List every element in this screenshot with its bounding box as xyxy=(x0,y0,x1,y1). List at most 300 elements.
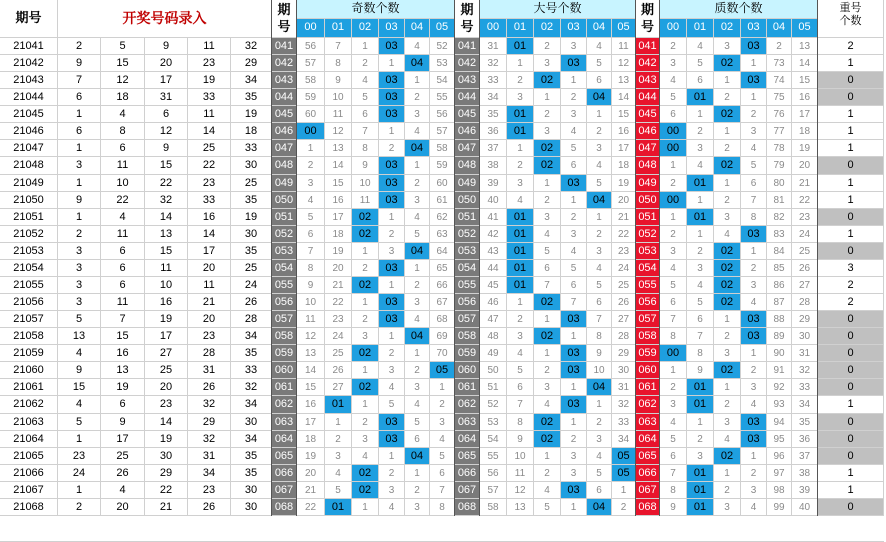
drawn-number-cell[interactable]: 27 xyxy=(145,345,188,362)
issue-cell[interactable]: 21068 xyxy=(0,499,58,516)
big-count-miss-cell: 8 xyxy=(587,328,612,345)
drawn-number-cell[interactable]: 30 xyxy=(231,482,272,499)
repeat-count-cell: 0 xyxy=(818,379,884,396)
drawn-number-cell[interactable]: 14 xyxy=(188,226,231,243)
issue-cell[interactable]: 21048 xyxy=(0,157,58,175)
drawn-number-cell[interactable]: 9 xyxy=(58,55,101,72)
drawn-number-cell[interactable]: 20 xyxy=(101,499,145,516)
drawn-number-cell[interactable]: 21 xyxy=(145,499,188,516)
odd-count-miss-cell: 13 xyxy=(325,140,352,157)
issue-cell[interactable]: 21044 xyxy=(0,89,58,106)
drawn-number-cell[interactable]: 25 xyxy=(231,175,272,192)
big-count-miss-cell: 11 xyxy=(612,38,636,55)
drawn-number-cell[interactable]: 13 xyxy=(145,226,188,243)
odd-count-miss-cell: 1 xyxy=(352,38,379,55)
period-cell-prime: 063 xyxy=(636,414,660,431)
drawn-number-cell[interactable]: 29 xyxy=(231,55,272,72)
big-count-miss-cell: 36 xyxy=(480,123,507,140)
big-count-miss-cell: 22 xyxy=(612,226,636,243)
issue-cell[interactable]: 21059 xyxy=(0,345,58,362)
prime-count-miss-cell: 83 xyxy=(767,226,792,243)
odd-count-miss-cell: 3 xyxy=(430,414,455,431)
repeat-count-cell: 0 xyxy=(818,414,884,431)
prime-count-miss-cell: 1 xyxy=(741,243,767,260)
drawn-number-cell[interactable]: 23 xyxy=(188,482,231,499)
period-header-big-text: 期号 xyxy=(460,2,474,34)
period-cell-big: 060 xyxy=(455,362,480,379)
drawn-number-cell[interactable]: 19 xyxy=(101,379,145,396)
drawn-number-cell[interactable]: 19 xyxy=(145,431,188,448)
big-count-hit-cell: 03 xyxy=(561,482,587,499)
odd-count-miss-cell: 3 xyxy=(379,482,405,499)
period-cell-big: 048 xyxy=(455,157,480,175)
group-divider xyxy=(479,0,480,516)
prime-count-miss-cell: 1 xyxy=(741,55,767,72)
big-count-miss-cell: 4 xyxy=(587,260,612,277)
big-count-header-count-4: 04 xyxy=(587,19,612,38)
prime-count-miss-cell: 3 xyxy=(687,448,714,465)
drawn-number-cell[interactable]: 20 xyxy=(145,55,188,72)
prime-count-miss-cell: 14 xyxy=(792,55,818,72)
issue-cell[interactable]: 21064 xyxy=(0,431,58,448)
drawn-number-cell[interactable]: 10 xyxy=(145,277,188,294)
odd-count-hit-cell: 00 xyxy=(297,123,325,140)
period-cell-big: 054 xyxy=(455,260,480,277)
prime-count-miss-cell: 2 xyxy=(687,243,714,260)
drawn-number-cell[interactable]: 3 xyxy=(58,157,101,175)
drawn-number-cell[interactable]: 26 xyxy=(101,465,145,482)
big-count-miss-cell: 8 xyxy=(507,414,534,431)
drawn-number-cell[interactable]: 19 xyxy=(231,209,272,226)
big-count-miss-cell: 6 xyxy=(534,260,561,277)
drawn-number-cell[interactable]: 7 xyxy=(101,311,145,328)
odd-count-miss-cell: 21 xyxy=(325,277,352,294)
big-count-miss-cell: 30 xyxy=(612,362,636,379)
big-count-miss-cell: 10 xyxy=(507,448,534,465)
drawn-number-cell[interactable]: 23 xyxy=(58,448,101,465)
drawn-number-cell[interactable]: 15 xyxy=(58,379,101,396)
drawn-number-cell[interactable]: 34 xyxy=(231,72,272,89)
prime-count-hit-cell: 03 xyxy=(741,226,767,243)
drawn-number-cell[interactable]: 16 xyxy=(145,294,188,311)
drawn-number-cell[interactable]: 31 xyxy=(188,448,231,465)
drawn-number-cell[interactable]: 14 xyxy=(188,123,231,140)
issue-cell[interactable]: 21058 xyxy=(0,328,58,345)
big-count-miss-cell: 31 xyxy=(612,379,636,396)
drawn-number-cell[interactable]: 34 xyxy=(231,328,272,345)
prime-count-miss-cell: 22 xyxy=(792,192,818,209)
drawn-number-cell[interactable]: 15 xyxy=(101,55,145,72)
issue-cell[interactable]: 21063 xyxy=(0,414,58,431)
drawn-number-cell[interactable]: 3 xyxy=(58,260,101,277)
group-divider xyxy=(296,0,297,516)
prime-count-header-count-1: 01 xyxy=(687,19,714,38)
prime-count-hit-cell: 02 xyxy=(714,106,741,123)
drawn-number-cell[interactable]: 11 xyxy=(188,106,231,123)
drawn-number-cell[interactable]: 32 xyxy=(231,379,272,396)
drawn-number-cell[interactable]: 31 xyxy=(145,89,188,106)
drawn-number-cell[interactable]: 26 xyxy=(188,499,231,516)
drawn-number-cell[interactable]: 30 xyxy=(231,226,272,243)
issue-cell[interactable]: 21051 xyxy=(0,209,58,226)
drawn-number-cell[interactable]: 6 xyxy=(145,106,188,123)
prime-count-miss-cell: 99 xyxy=(767,499,792,516)
odd-count-miss-cell: 26 xyxy=(325,362,352,379)
drawn-number-cell[interactable]: 24 xyxy=(58,465,101,482)
drawn-number-cell[interactable]: 10 xyxy=(101,175,145,192)
drawn-number-cell[interactable]: 1 xyxy=(58,140,101,157)
drawn-number-cell[interactable]: 30 xyxy=(231,499,272,516)
drawn-number-cell[interactable]: 15 xyxy=(145,157,188,175)
drawn-number-cell[interactable]: 34 xyxy=(231,431,272,448)
issue-cell[interactable]: 21057 xyxy=(0,311,58,328)
drawn-number-cell[interactable]: 6 xyxy=(101,396,145,414)
issue-cell[interactable]: 21054 xyxy=(0,260,58,277)
drawn-number-cell[interactable]: 15 xyxy=(145,243,188,260)
drawn-number-cell[interactable]: 17 xyxy=(145,72,188,89)
drawn-number-cell[interactable]: 35 xyxy=(231,448,272,465)
issue-cell[interactable]: 21053 xyxy=(0,243,58,260)
drawn-number-cell[interactable]: 25 xyxy=(101,448,145,465)
odd-count-miss-cell: 2 xyxy=(405,175,430,192)
drawn-number-cell[interactable]: 23 xyxy=(188,55,231,72)
drawn-number-cell[interactable]: 33 xyxy=(188,89,231,106)
drawn-number-cell[interactable]: 33 xyxy=(231,140,272,157)
drawn-number-cell[interactable]: 20 xyxy=(188,260,231,277)
empty-bottom-row xyxy=(0,516,884,542)
prime-count-miss-cell: 2 xyxy=(714,328,741,345)
drawn-number-cell[interactable]: 13 xyxy=(101,362,145,379)
issue-cell[interactable]: 21061 xyxy=(0,379,58,396)
drawn-number-cell[interactable]: 20 xyxy=(188,311,231,328)
prime-count-header-count-4: 04 xyxy=(767,19,792,38)
drawn-number-cell[interactable]: 1 xyxy=(58,431,101,448)
odd-count-hit-cell: 03 xyxy=(379,192,405,209)
odd-count-miss-cell: 56 xyxy=(297,38,325,55)
big-count-miss-cell: 41 xyxy=(480,209,507,226)
drawn-number-cell[interactable]: 11 xyxy=(101,157,145,175)
drawn-number-cell[interactable]: 3 xyxy=(58,277,101,294)
odd-count-miss-cell: 2 xyxy=(297,157,325,175)
drawn-number-cell[interactable]: 14 xyxy=(145,414,188,431)
prime-count-miss-cell: 5 xyxy=(660,431,687,448)
big-count-hit-cell: 01 xyxy=(507,277,534,294)
issue-cell[interactable]: 21043 xyxy=(0,72,58,89)
drawn-number-cell[interactable]: 17 xyxy=(145,328,188,345)
odd-count-miss-cell: 6 xyxy=(430,465,455,482)
odd-count-miss-cell: 9 xyxy=(352,157,379,175)
odd-count-miss-cell: 1 xyxy=(379,448,405,465)
drawn-number-cell[interactable]: 9 xyxy=(145,140,188,157)
issue-cell[interactable]: 21066 xyxy=(0,465,58,482)
big-count-miss-cell: 33 xyxy=(612,414,636,431)
prime-count-hit-cell: 01 xyxy=(687,175,714,192)
drawn-number-cell[interactable]: 17 xyxy=(101,431,145,448)
drawn-number-cell[interactable]: 18 xyxy=(231,123,272,140)
odd-count-hit-cell: 03 xyxy=(379,260,405,277)
drawn-number-cell[interactable]: 9 xyxy=(145,38,188,55)
big-count-miss-cell: 1 xyxy=(587,396,612,414)
drawn-number-cell[interactable]: 18 xyxy=(101,89,145,106)
issue-cell[interactable]: 21047 xyxy=(0,140,58,157)
drawn-number-cell[interactable]: 1 xyxy=(58,209,101,226)
big-count-hit-cell: 01 xyxy=(507,226,534,243)
drawn-number-cell[interactable]: 9 xyxy=(58,192,101,209)
drawn-number-cell[interactable]: 16 xyxy=(101,345,145,362)
drawn-number-cell[interactable]: 9 xyxy=(101,414,145,431)
drawn-number-cell[interactable]: 1 xyxy=(58,482,101,499)
drawn-number-cell[interactable]: 28 xyxy=(188,345,231,362)
drawn-number-cell[interactable]: 11 xyxy=(101,294,145,311)
prime-count-miss-cell: 75 xyxy=(767,89,792,106)
odd-count-miss-cell: 8 xyxy=(430,499,455,516)
big-count-miss-cell: 2 xyxy=(561,209,587,226)
drawn-number-cell[interactable]: 24 xyxy=(231,277,272,294)
drawn-number-cell[interactable]: 4 xyxy=(101,209,145,226)
big-count-miss-cell: 1 xyxy=(534,311,561,328)
prime-count-miss-cell: 4 xyxy=(741,499,767,516)
repeat-count-cell: 2 xyxy=(818,38,884,55)
odd-count-miss-cell: 1 xyxy=(405,345,430,362)
big-count-hit-cell: 01 xyxy=(507,243,534,260)
big-count-hit-cell: 01 xyxy=(507,38,534,55)
drawn-number-cell[interactable]: 25 xyxy=(231,260,272,277)
prime-count-miss-cell: 5 xyxy=(660,277,687,294)
big-count-miss-cell: 55 xyxy=(480,448,507,465)
drawn-number-cell[interactable]: 35 xyxy=(231,192,272,209)
drawn-number-cell[interactable]: 34 xyxy=(188,465,231,482)
drawn-number-cell[interactable]: 3 xyxy=(58,294,101,311)
issue-cell[interactable]: 21062 xyxy=(0,396,58,414)
drawn-number-cell[interactable]: 22 xyxy=(145,175,188,192)
issue-cell[interactable]: 21065 xyxy=(0,448,58,465)
period-cell-odd: 061 xyxy=(272,379,297,396)
issue-cell[interactable]: 21046 xyxy=(0,123,58,140)
big-count-miss-cell: 50 xyxy=(480,362,507,379)
prime-count-miss-cell: 18 xyxy=(792,123,818,140)
big-count-miss-cell: 1 xyxy=(561,499,587,516)
big-count-miss-cell: 33 xyxy=(480,72,507,89)
drawn-number-cell[interactable]: 25 xyxy=(145,362,188,379)
odd-count-miss-cell: 13 xyxy=(297,345,325,362)
prime-count-miss-cell: 7 xyxy=(687,328,714,345)
prime-count-miss-cell: 2 xyxy=(660,38,687,55)
drawn-number-cell[interactable]: 29 xyxy=(188,414,231,431)
prime-count-hit-cell: 02 xyxy=(714,277,741,294)
issue-cell[interactable]: 21041 xyxy=(0,38,58,55)
issue-cell[interactable]: 21056 xyxy=(0,294,58,311)
drawn-number-cell[interactable]: 30 xyxy=(145,448,188,465)
odd-count-hit-cell: 04 xyxy=(405,243,430,260)
drawn-number-cell[interactable]: 23 xyxy=(188,328,231,345)
drawn-number-cell[interactable]: 5 xyxy=(58,414,101,431)
issue-cell[interactable]: 21067 xyxy=(0,482,58,499)
drawn-number-cell[interactable]: 23 xyxy=(188,175,231,192)
issue-cell[interactable]: 21052 xyxy=(0,226,58,243)
period-cell-big: 053 xyxy=(455,243,480,260)
issue-cell[interactable]: 21045 xyxy=(0,106,58,123)
drawn-number-cell[interactable]: 11 xyxy=(188,277,231,294)
drawn-number-cell[interactable]: 6 xyxy=(101,140,145,157)
drawn-number-cell[interactable]: 33 xyxy=(231,362,272,379)
big-count-hit-cell: 05 xyxy=(612,465,636,482)
drawn-number-cell[interactable]: 5 xyxy=(101,38,145,55)
issue-cell[interactable]: 21049 xyxy=(0,175,58,192)
drawn-number-cell[interactable]: 7 xyxy=(58,72,101,89)
big-count-miss-cell: 4 xyxy=(561,243,587,260)
odd-count-miss-cell: 61 xyxy=(430,192,455,209)
period-cell-big: 043 xyxy=(455,72,480,89)
drawn-number-cell[interactable]: 19 xyxy=(231,106,272,123)
odd-count-hit-cell: 03 xyxy=(379,294,405,311)
big-count-miss-cell: 1 xyxy=(561,328,587,345)
odd-count-miss-cell: 14 xyxy=(297,362,325,379)
big-count-hit-cell: 02 xyxy=(534,157,561,175)
drawn-number-cell[interactable]: 6 xyxy=(101,260,145,277)
drawn-number-cell[interactable]: 17 xyxy=(188,243,231,260)
issue-cell[interactable]: 21055 xyxy=(0,277,58,294)
drawn-number-cell[interactable]: 1 xyxy=(58,106,101,123)
period-cell-odd: 059 xyxy=(272,345,297,362)
drawn-number-cell[interactable]: 35 xyxy=(231,243,272,260)
odd-count-miss-cell: 68 xyxy=(430,311,455,328)
drawn-number-cell[interactable]: 19 xyxy=(145,311,188,328)
prime-count-header-count-5: 05 xyxy=(792,19,818,38)
drawn-number-cell[interactable]: 3 xyxy=(58,243,101,260)
odd-count-miss-cell: 4 xyxy=(405,311,430,328)
drawn-number-cell[interactable]: 1 xyxy=(58,175,101,192)
drawn-number-cell[interactable]: 12 xyxy=(101,72,145,89)
period-cell-prime: 052 xyxy=(636,226,660,243)
drawn-number-cell[interactable]: 15 xyxy=(101,328,145,345)
drawn-number-cell[interactable]: 22 xyxy=(101,192,145,209)
drawn-number-cell[interactable]: 32 xyxy=(145,192,188,209)
issue-cell[interactable]: 21060 xyxy=(0,362,58,379)
drawn-number-cell[interactable]: 2 xyxy=(58,499,101,516)
big-count-miss-cell: 52 xyxy=(480,396,507,414)
big-count-miss-cell: 3 xyxy=(507,328,534,345)
drawn-number-cell[interactable]: 4 xyxy=(58,396,101,414)
drawn-number-cell[interactable]: 34 xyxy=(231,396,272,414)
drawn-number-cell[interactable]: 16 xyxy=(188,209,231,226)
drawn-number-cell[interactable]: 32 xyxy=(188,396,231,414)
drawn-number-cell[interactable]: 29 xyxy=(145,465,188,482)
drawn-number-cell[interactable]: 11 xyxy=(188,38,231,55)
drawn-number-cell[interactable]: 6 xyxy=(101,277,145,294)
drawn-number-cell[interactable]: 21 xyxy=(188,294,231,311)
drawn-number-cell[interactable]: 14 xyxy=(145,209,188,226)
big-count-hit-cell: 03 xyxy=(561,396,587,414)
period-cell-prime: 062 xyxy=(636,396,660,414)
big-count-miss-cell: 15 xyxy=(612,106,636,123)
drawn-number-cell[interactable]: 22 xyxy=(188,157,231,175)
prime-count-hit-cell: 00 xyxy=(660,140,687,157)
drawn-number-cell[interactable]: 4 xyxy=(58,345,101,362)
drawn-number-cell[interactable]: 9 xyxy=(58,362,101,379)
drawn-number-cell[interactable]: 31 xyxy=(188,362,231,379)
drawn-number-cell[interactable]: 32 xyxy=(188,431,231,448)
big-count-miss-cell: 3 xyxy=(507,89,534,106)
drawn-number-cell[interactable]: 6 xyxy=(58,123,101,140)
odd-count-miss-cell: 25 xyxy=(325,345,352,362)
drawn-number-cell[interactable]: 5 xyxy=(58,311,101,328)
drawn-number-cell[interactable]: 8 xyxy=(101,123,145,140)
big-count-miss-cell: 1 xyxy=(587,209,612,226)
big-count-miss-cell: 5 xyxy=(534,243,561,260)
odd-count-miss-cell: 4 xyxy=(297,192,325,209)
odd-count-miss-cell: 23 xyxy=(325,311,352,328)
prime-count-miss-cell: 1 xyxy=(687,106,714,123)
period-cell-big: 063 xyxy=(455,414,480,431)
prime-count-miss-cell: 33 xyxy=(792,379,818,396)
drawn-number-cell[interactable]: 13 xyxy=(58,328,101,345)
drawn-number-cell[interactable]: 11 xyxy=(101,226,145,243)
period-cell-prime: 046 xyxy=(636,123,660,140)
period-cell-prime: 067 xyxy=(636,482,660,499)
odd-count-hit-cell: 03 xyxy=(379,72,405,89)
odd-count-miss-cell: 1 xyxy=(297,140,325,157)
drawn-number-cell[interactable]: 19 xyxy=(188,72,231,89)
odd-count-hit-cell: 04 xyxy=(405,55,430,72)
prime-count-miss-cell: 2 xyxy=(660,175,687,192)
odd-count-hit-cell: 01 xyxy=(325,396,352,414)
drawn-number-cell[interactable]: 32 xyxy=(231,38,272,55)
drawn-number-cell[interactable]: 28 xyxy=(231,311,272,328)
drawn-number-cell[interactable]: 26 xyxy=(231,294,272,311)
odd-count-hit-cell: 03 xyxy=(379,431,405,448)
odd-count-miss-cell: 60 xyxy=(430,175,455,192)
drawn-number-cell[interactable]: 35 xyxy=(231,465,272,482)
drawn-number-cell[interactable]: 25 xyxy=(188,140,231,157)
issue-cell[interactable]: 21050 xyxy=(0,192,58,209)
odd-count-miss-cell: 2 xyxy=(379,140,405,157)
drawn-number-cell[interactable]: 4 xyxy=(101,482,145,499)
odd-count-miss-cell: 14 xyxy=(325,157,352,175)
big-count-header-count-5: 05 xyxy=(612,19,636,38)
big-count-hit-cell: 05 xyxy=(612,448,636,465)
drawn-number-cell[interactable]: 22 xyxy=(145,482,188,499)
drawn-number-cell[interactable]: 11 xyxy=(145,260,188,277)
period-cell-big: 068 xyxy=(455,499,480,516)
prime-count-miss-cell: 2 xyxy=(741,362,767,379)
odd-count-miss-cell: 3 xyxy=(405,294,430,311)
drawn-number-cell[interactable]: 30 xyxy=(231,414,272,431)
drawn-number-cell[interactable]: 33 xyxy=(188,192,231,209)
drawn-number-cell[interactable]: 12 xyxy=(145,123,188,140)
drawn-number-cell[interactable]: 23 xyxy=(145,396,188,414)
period-cell-odd: 064 xyxy=(272,431,297,448)
prime-count-miss-cell: 4 xyxy=(660,414,687,431)
drawn-number-cell[interactable]: 26 xyxy=(188,379,231,396)
odd-count-miss-cell: 5 xyxy=(379,396,405,414)
issue-cell[interactable]: 21042 xyxy=(0,55,58,72)
drawn-number-cell[interactable]: 35 xyxy=(231,345,272,362)
drawn-number-cell[interactable]: 30 xyxy=(231,157,272,175)
drawn-number-cell[interactable]: 20 xyxy=(145,379,188,396)
repeat-count-cell: 1 xyxy=(818,482,884,499)
drawn-number-cell[interactable]: 6 xyxy=(58,89,101,106)
repeat-count-cell: 0 xyxy=(818,448,884,465)
drawn-number-cell[interactable]: 6 xyxy=(101,243,145,260)
repeat-count-cell: 1 xyxy=(818,106,884,123)
big-count-miss-cell: 9 xyxy=(507,431,534,448)
drawn-number-cell[interactable]: 2 xyxy=(58,38,101,55)
big-count-miss-cell: 5 xyxy=(587,55,612,72)
drawn-number-cell[interactable]: 35 xyxy=(231,89,272,106)
prime-count-miss-cell: 1 xyxy=(687,414,714,431)
drawn-number-cell[interactable]: 4 xyxy=(101,106,145,123)
drawn-number-cell[interactable]: 2 xyxy=(58,226,101,243)
